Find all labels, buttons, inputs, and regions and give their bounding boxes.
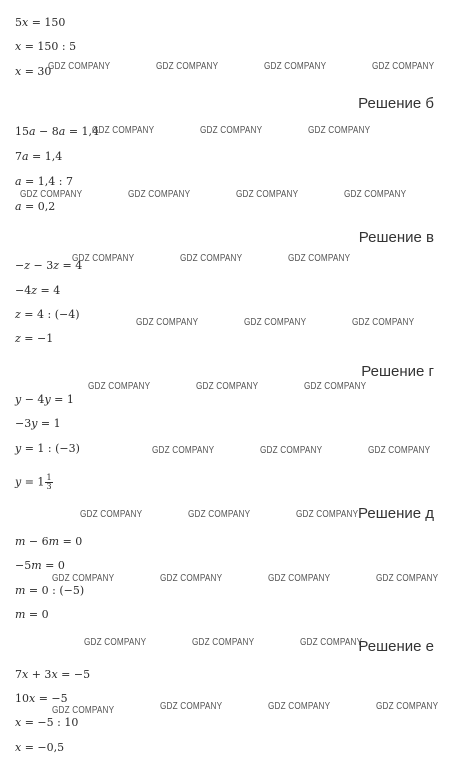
equation-line: x = −5 : 10 [15, 716, 79, 729]
fraction [45, 474, 52, 491]
watermark: GDZ COMPANY [52, 573, 115, 584]
solution-heading-v: Решение в [358, 229, 434, 246]
watermark: GDZ COMPANY [352, 317, 415, 328]
watermark: GDZ COMPANY [160, 701, 223, 712]
watermark: GDZ COMPANY [84, 637, 147, 648]
watermark: GDZ COMPANY [260, 445, 323, 456]
watermark: GDZ COMPANY [200, 125, 263, 136]
watermark: GDZ COMPANY [344, 189, 407, 200]
watermark: GDZ COMPANY [244, 317, 307, 328]
equation-line: y = 1 : (−3) [15, 442, 80, 455]
equation-line: a = 0,2 [15, 200, 56, 213]
equation-line: y − 4y = 1 [15, 393, 74, 406]
fraction-numerator: 1 [46, 473, 52, 482]
equation-line: z = −1 [15, 332, 54, 345]
watermark: GDZ COMPANY [264, 61, 327, 72]
watermark: GDZ COMPANY [152, 445, 215, 456]
solution-heading-b: Решение б [358, 95, 434, 112]
solution-heading-g: Решение г [361, 363, 434, 380]
watermark: GDZ COMPANY [180, 253, 243, 264]
equation-line: −3y = 1 [15, 417, 61, 430]
equation-line: −4z = 4 [15, 284, 61, 297]
equation-line: x = 30 [15, 65, 52, 78]
watermark: GDZ COMPANY [268, 701, 331, 712]
equation-line: 10x = −5 [15, 692, 68, 705]
watermark: GDZ COMPANY [368, 445, 431, 456]
watermark: GDZ COMPANY [196, 381, 259, 392]
watermark: GDZ COMPANY [20, 189, 83, 200]
watermark: GDZ COMPANY [136, 317, 199, 328]
watermark: GDZ COMPANY [288, 253, 351, 264]
watermark: GDZ COMPANY [72, 253, 135, 264]
watermark: GDZ COMPANY [188, 509, 251, 520]
watermark: GDZ COMPANY [236, 189, 299, 200]
fraction-denominator: 3 [46, 482, 52, 491]
watermark: GDZ COMPANY [308, 125, 371, 136]
equation-line: m = 0 : (−5) [15, 584, 85, 597]
solution-heading-e: Решение е [358, 638, 434, 655]
equation-line: z = 4 : (−4) [15, 308, 80, 321]
equation-line: −5m = 0 [15, 559, 65, 572]
watermark: GDZ COMPANY [52, 705, 115, 716]
solution-heading-d: Решение д [358, 505, 434, 522]
equation-line: 15a − 8a = 1,4 [15, 125, 100, 138]
watermark: GDZ COMPANY [48, 61, 111, 72]
equation-line: m = 0 [15, 608, 49, 621]
watermark: GDZ COMPANY [372, 61, 435, 72]
watermark: GDZ COMPANY [92, 125, 155, 136]
watermark: GDZ COMPANY [300, 637, 363, 648]
equation-text: y = 1 [15, 475, 45, 489]
watermark: GDZ COMPANY [88, 381, 151, 392]
watermark: GDZ COMPANY [376, 701, 439, 712]
watermark: GDZ COMPANY [304, 381, 367, 392]
watermark: GDZ COMPANY [128, 189, 191, 200]
watermark: GDZ COMPANY [160, 573, 223, 584]
equation-line-fraction [15, 474, 53, 491]
watermark: GDZ COMPANY [296, 509, 359, 520]
watermark: GDZ COMPANY [156, 61, 219, 72]
watermark: GDZ COMPANY [80, 509, 143, 520]
equation-line: x = −0,5 [15, 741, 65, 754]
watermark: GDZ COMPANY [192, 637, 255, 648]
watermark: GDZ COMPANY [268, 573, 331, 584]
equation-line: 5x = 150 [15, 16, 66, 29]
watermark: GDZ COMPANY [376, 573, 439, 584]
equation-line: −z − 3z = 4 [15, 259, 83, 272]
equation-line: 7x + 3x = −5 [15, 668, 91, 681]
equation-line: 7a = 1,4 [15, 150, 63, 163]
equation-line: m − 6m = 0 [15, 535, 83, 548]
equation-line: x = 150 : 5 [15, 40, 77, 53]
equation-line: a = 1,4 : 7 [15, 175, 73, 188]
